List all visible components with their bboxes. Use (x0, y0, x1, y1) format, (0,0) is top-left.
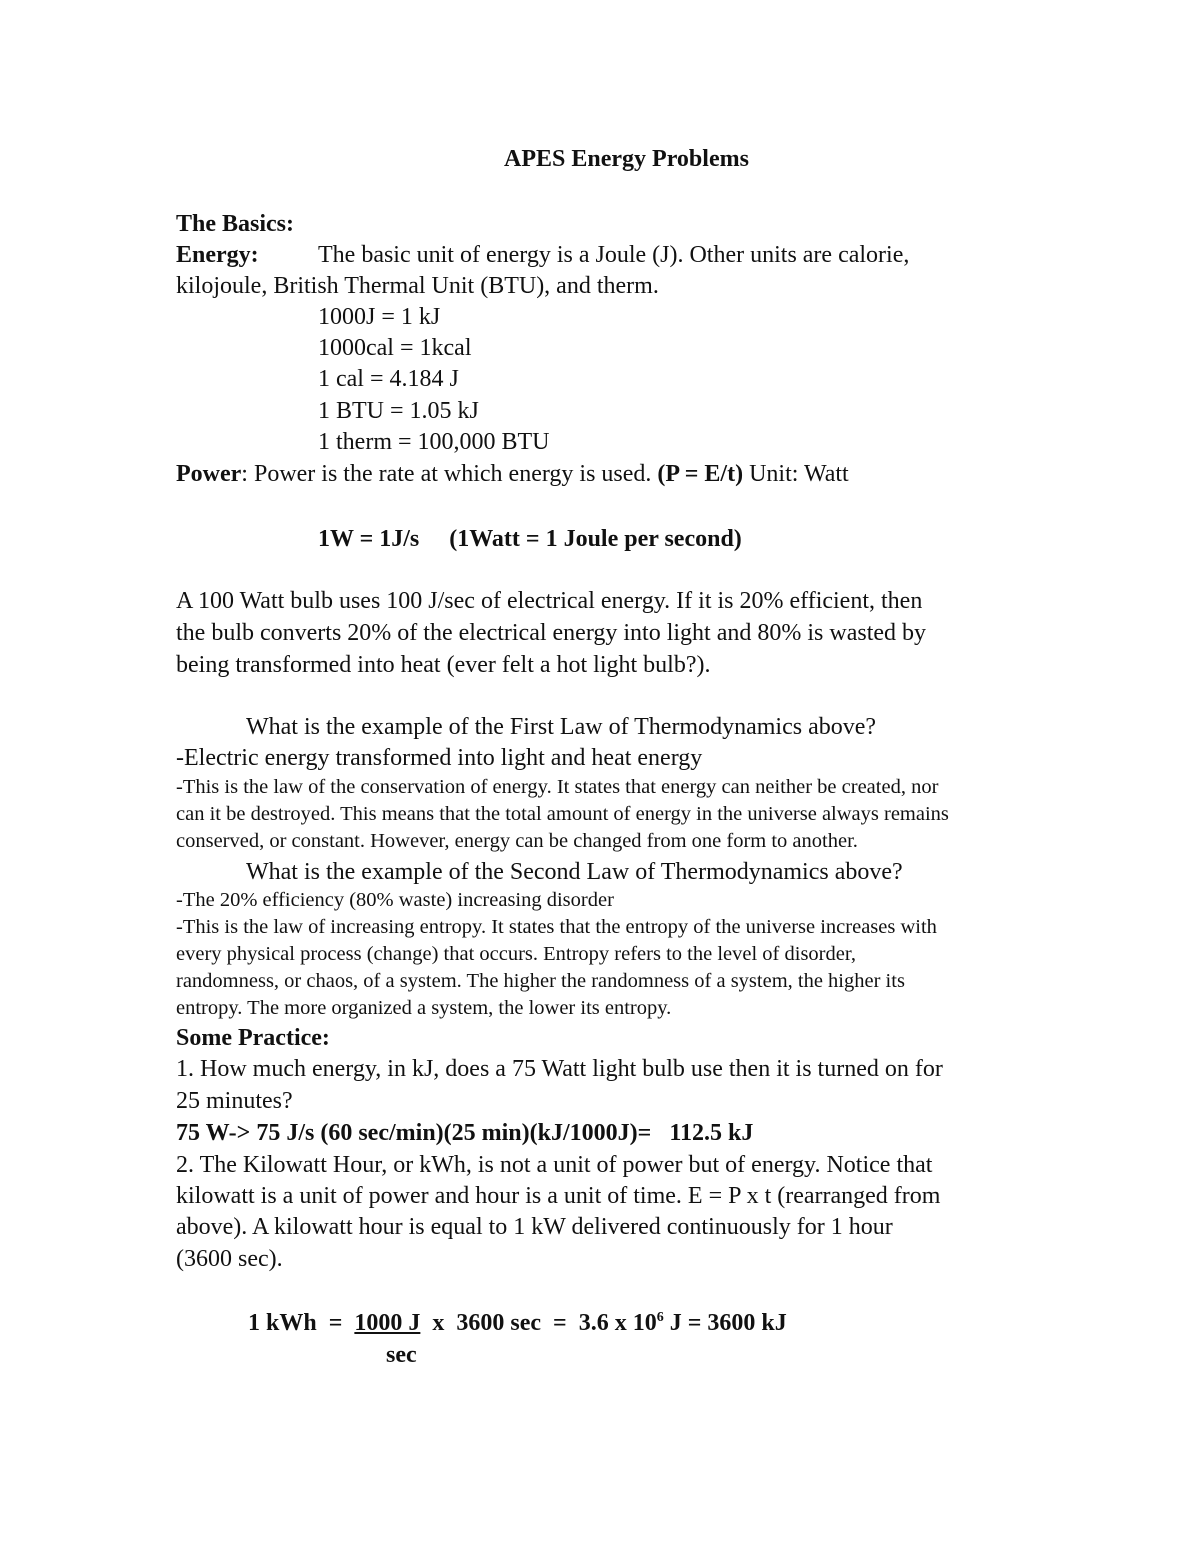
bulb-paragraph-line: the bulb converts 20% of the electrical energy into light and 80% is wasted by (176, 620, 927, 646)
first-law-explanation: conserved, or constant. However, energy can be changed from one form to another. (176, 830, 858, 852)
energy-label: Energy: (176, 242, 259, 268)
power-line: Power: Power is the rate at which energy is used. (P = E/t) Unit: Watt (176, 461, 849, 487)
practice-q2-line: (3600 sec). (176, 1246, 283, 1272)
power-label: Power (176, 461, 242, 487)
bulb-paragraph-line: A 100 Watt bulb uses 100 J/sec of electrical energy. If it is 20% efficient, then (176, 588, 923, 614)
kwh-exponent: 6 (656, 1310, 664, 1325)
second-law-explanation: entropy. The more organized a system, the lower its entropy. (176, 997, 672, 1019)
bulb-paragraph-line: being transformed into heat (ever felt a hot light bulb?). (176, 652, 711, 678)
basics-heading: The Basics: (176, 211, 295, 237)
conversion-item: 1 therm = 100,000 BTU (318, 429, 550, 455)
energy-line-1: Energy: The basic unit of energy is a Joule (J). Other units are calorie, (176, 242, 910, 268)
practice-q2-line: 2. The Kilowatt Hour, or kWh, is not a unit of power but of energy. Notice that (176, 1152, 933, 1178)
practice-heading: Some Practice: (176, 1025, 330, 1051)
first-law-explanation: -This is the law of the conservation of energy. It states that energy can neither be created, nor (176, 776, 939, 798)
first-law-answer: -Electric energy transformed into light and heat energy (176, 745, 703, 771)
second-law-explanation: -This is the law of increasing entropy. It states that the entropy of the universe increases with (176, 916, 937, 938)
kwh-denominator: sec (386, 1342, 417, 1368)
watt-definition: 1W = 1J/s (1Watt = 1 Joule per second) (318, 526, 742, 552)
second-law-answer: -The 20% efficiency (80% waste) increasing disorder (176, 889, 614, 911)
practice-q1-line: 25 minutes? (176, 1088, 293, 1114)
first-law-question: What is the example of the First Law of Thermodynamics above? (246, 714, 877, 740)
conversion-item: 1000cal = 1kcal (318, 335, 472, 361)
practice-q2-line: kilowatt is a unit of power and hour is a unit of time. E = P x t (rearranged from (176, 1183, 941, 1209)
page-title: APES Energy Problems (504, 146, 749, 172)
second-law-question: What is the example of the Second Law of Thermodynamics above? (246, 859, 903, 885)
kwh-numerator: 1000 J (354, 1310, 421, 1336)
practice-a1: 75 W-> 75 J/s (60 sec/min)(25 min)(kJ/1000J)= 112.5 kJ (176, 1120, 754, 1146)
practice-q1-line: 1. How much energy, in kJ, does a 75 Watt light bulb use then it is turned on for (176, 1056, 943, 1082)
conversion-item: 1000J = 1 kJ (318, 304, 441, 330)
practice-q2-line: above). A kilowatt hour is equal to 1 kW delivered continuously for 1 hour (176, 1214, 893, 1240)
second-law-explanation: randomness, or chaos, of a system. The higher the randomness of a system, the higher its (176, 970, 905, 992)
kwh-equation: 1 kWh = 1000 J x 3600 sec = 3.6 x $10^6$ J = 3600 kJ (248, 1310, 787, 1336)
second-law-explanation: every physical process (change) that occurs. Entropy refers to the level of disorder, (176, 943, 856, 965)
energy-line-2: kilojoule, British Thermal Unit (BTU), and therm. (176, 273, 659, 299)
conversion-item: 1 cal = 4.184 J (318, 366, 459, 392)
conversion-item: 1 BTU = 1.05 kJ (318, 398, 479, 424)
first-law-explanation: can it be destroyed. This means that the total amount of energy in the universe always remains (176, 803, 949, 825)
power-formula: (P = E/t) (657, 461, 744, 487)
